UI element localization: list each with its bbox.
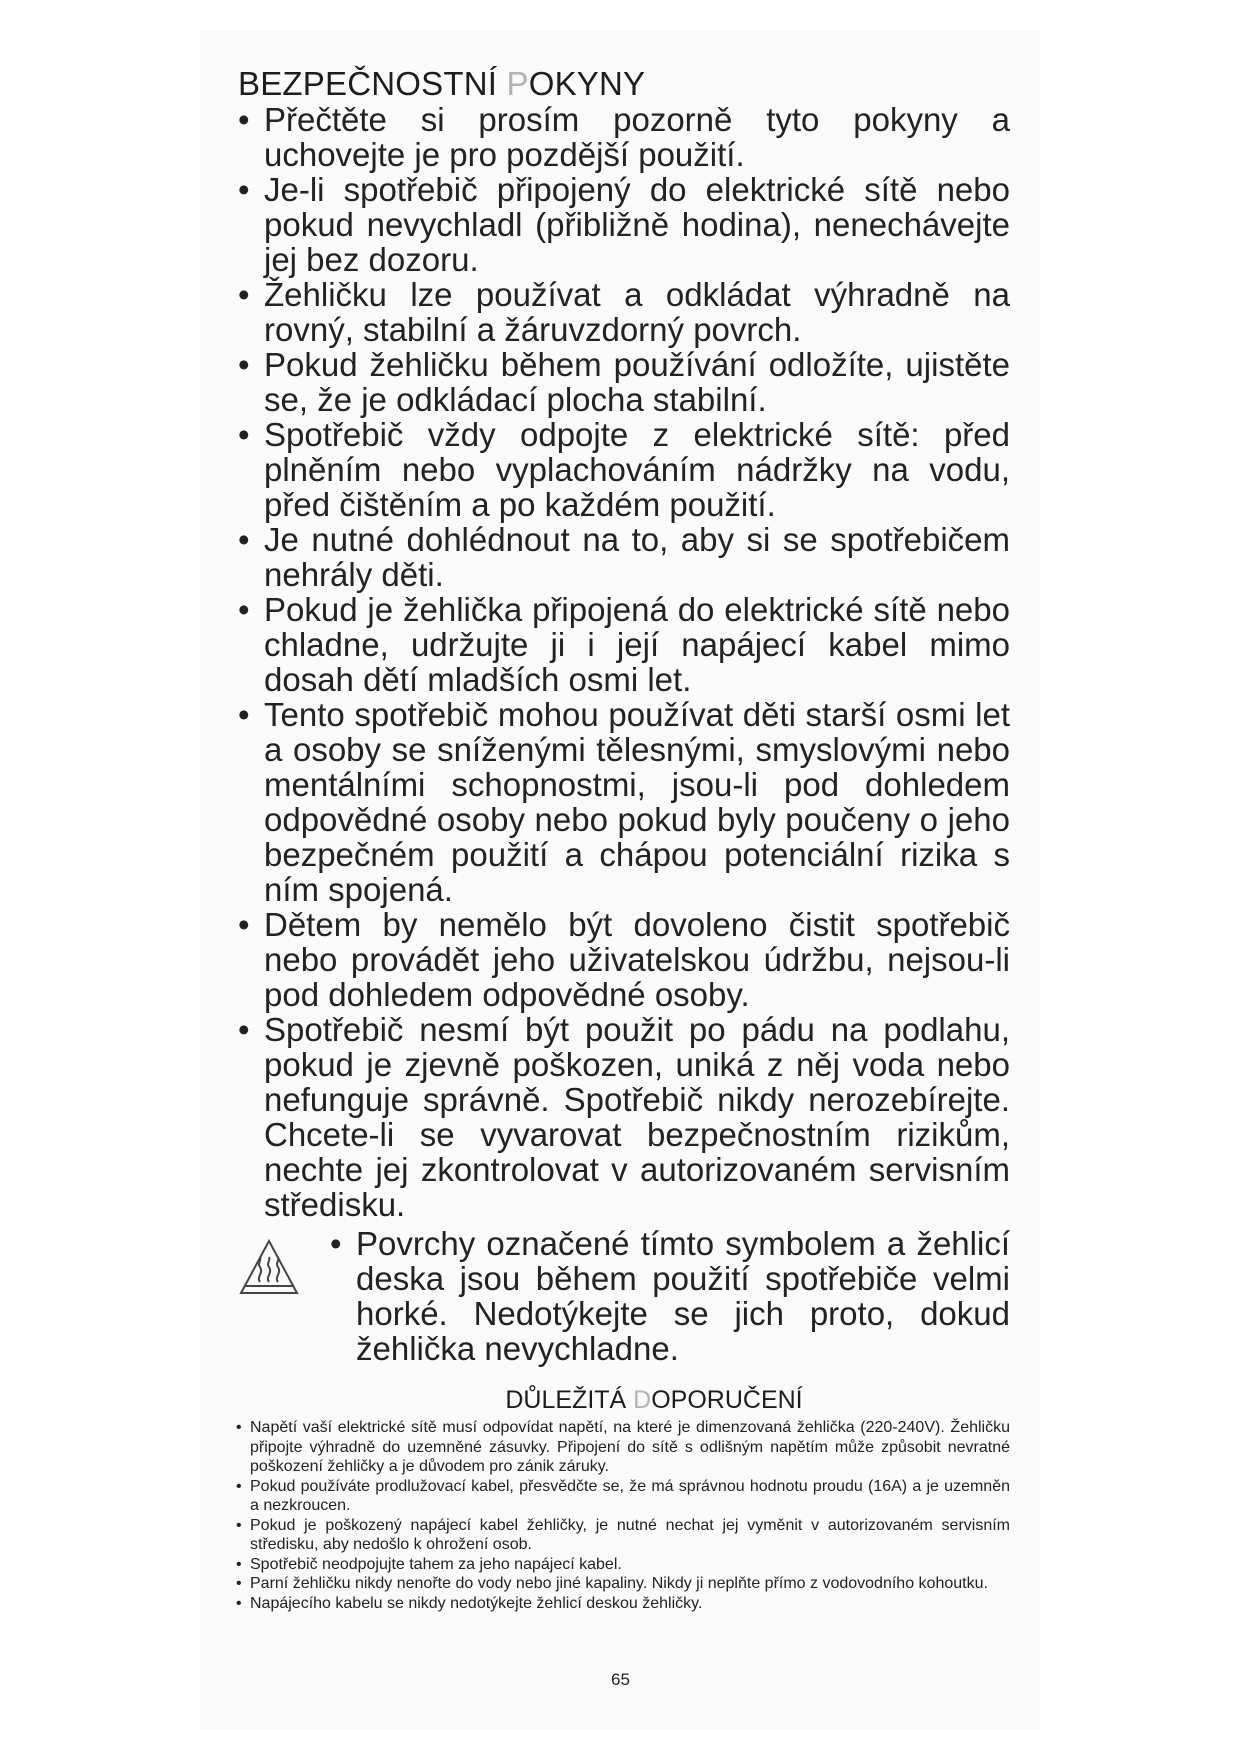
list-item: • Napájecího kabelu se nikdy nedotýkejte žehlicí deskou žehličky. [236, 1594, 1010, 1614]
list-item: • Spotřebič vždy odpojte z elektrické sítě: před plněním nebo vyplachováním nádržky na vodu, před čištěním a po každém použití. [238, 417, 1010, 522]
list-item: • Pokud je žehlička připojená do elektrické sítě nebo chladne, udržujte ji i její napájecí kabel mimo dosah dětí mladších osmi let. [238, 592, 1010, 697]
list-item: • Je-li spotřebič připojený do elektrické sítě nebo pokud nevychladl (přibližně hodina), nenechávejte jej bez dozoru. [238, 172, 1010, 277]
list-item: • Tento spotřebič mohou používat děti starší osmi let a osoby se sníženými tělesnými, smyslovými nebo mentálními schopnostmi, jsou-li pod dohledem odpovědné osoby nebo pokud byly poučeny o jeho bezpečném použití a chápou potenciální rizika s ním spojená. [238, 697, 1010, 907]
document-content [238, 66, 1010, 1613]
list-item: • Je nutné dohlédnout na to, aby si se spotřebičem nehrály děti. [238, 522, 1010, 592]
page-number: 65 [611, 1670, 630, 1689]
safety-instructions-list [238, 102, 1010, 1222]
section-title: BEZPEČNOSTNÍ POKYNY [238, 65, 646, 102]
list-item: • Pokud používáte prodlužovací kabel, přesvědčte se, že má správnou hodnotu proudu (16A) a je uzemněn a nezkroucen. [236, 1477, 1010, 1516]
list-item: • Přečtěte si prosím pozorně tyto pokyny a uchovejte je pro pozdější použití. [238, 102, 1010, 172]
list-item: • Spotřebič neodpojujte tahem za jeho napájecí kabel. [236, 1555, 1010, 1575]
subsection-title: DŮLEŽITÁ DOPORUČENÍ [505, 1386, 803, 1414]
hot-surface-note [238, 1225, 1010, 1367]
list-item: • Parní žehličku nikdy nenořte do vody nebo jiné kapaliny. Nikdy ji neplňte přímo z vodovodního kohoutku. [236, 1574, 1010, 1594]
hot-surface-text: • Povrchy označené tímto symbolem a žehlicí deska jsou během použití spotřebiče velmi horké. Nedotýkejte se jich proto, dokud žehlička nevychladne. [330, 1226, 1010, 1366]
list-item: • Žehličku lze používat a odkládat výhradně na rovný, stabilní a žáruvzdorný povrch. [238, 277, 1010, 347]
list-item: • Spotřebič nesmí být použit po pádu na podlahu, pokud je zjevně poškozen, uniká z něj voda nebo nefunguje správně. Spotřebič nikdy nerozebírejte. Chcete-li se vyvarovat bezpečnostním rizikům, nechte jej zkontrolovat v autorizovaném servisním středisku. [238, 1012, 1010, 1222]
recommendations-list [236, 1418, 1010, 1613]
list-item: • Napětí vaší elektrické sítě musí odpovídat napětí, na které je dimenzovaná žehlička (220-240V). Žehličku připojte výhradně do uzemněné zásuvky. Připojení do sítě s odlišným napětím může způsobit nevratné poškození žehličky a je důvodem pro zánik záruky. [236, 1418, 1010, 1477]
list-item: • Dětem by nemělo být dovoleno čistit spotřebič nebo provádět jeho uživatelskou údržbu, nejsou-li pod dohledem odpovědné osoby. [238, 907, 1010, 1012]
hot-surface-warning-icon [238, 1238, 300, 1296]
list-item: • Pokud žehličku během používání odložíte, ujistěte se, že je odkládací plocha stabilní. [238, 347, 1010, 417]
list-item: • Pokud je poškozený napájecí kabel žehličky, je nutné nechat jej vyměnit v autorizovaném servisním středisku, aby nedošlo k ohrožení osob. [236, 1516, 1010, 1555]
